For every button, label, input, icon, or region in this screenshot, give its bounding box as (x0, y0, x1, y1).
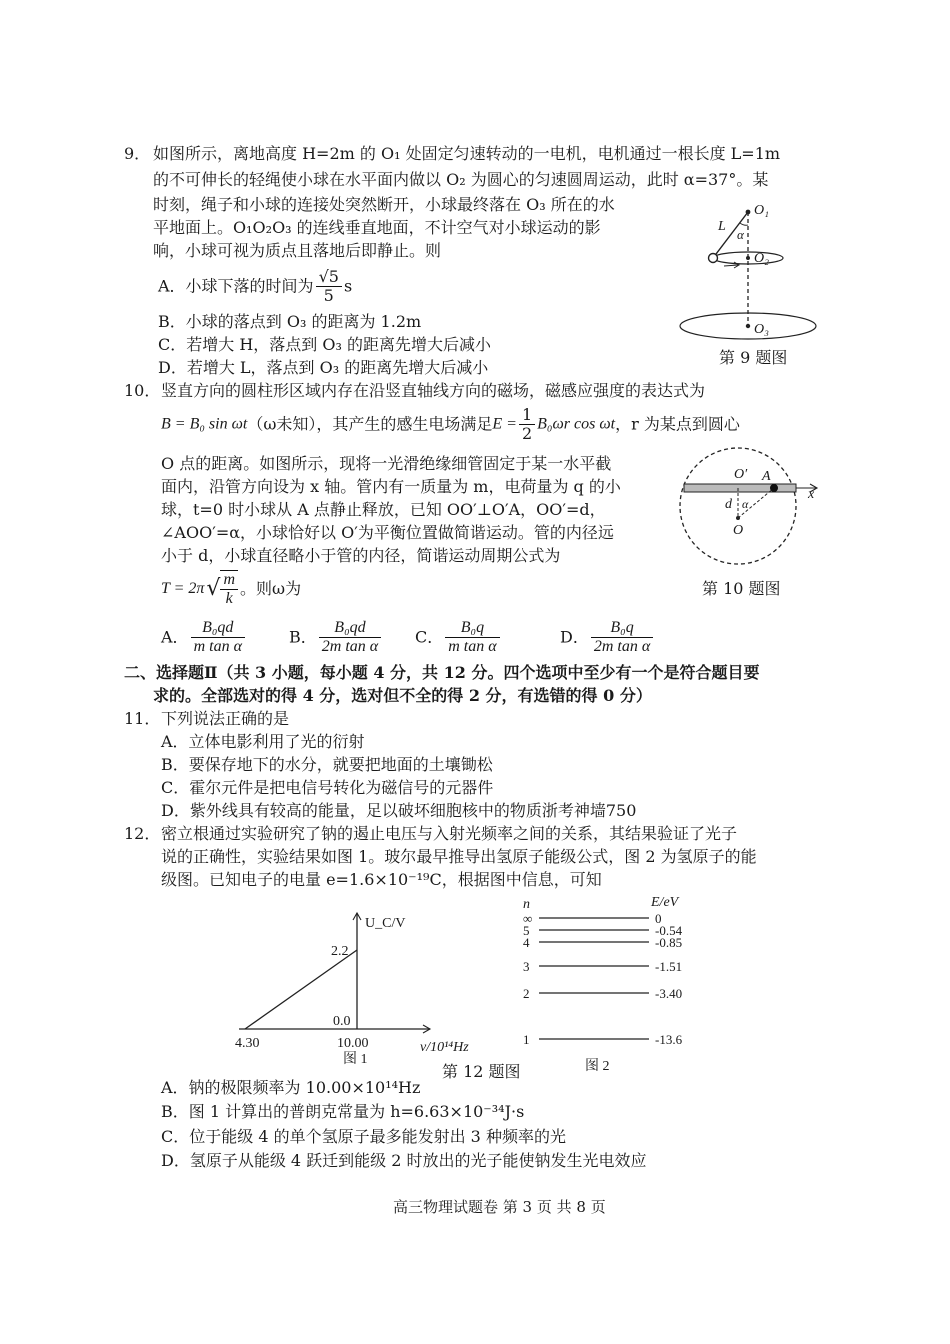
page-footer: 高三物理试题卷 第 3 页 共 8 页 (393, 1198, 606, 1216)
q10-formula-e-num: 1 (519, 406, 535, 425)
q10-label-d: d (725, 497, 732, 512)
q9-label-alpha: α (737, 227, 744, 242)
q9-label-l: L (718, 219, 726, 234)
q10-formula-b: B = B₀ sin ωt (161, 415, 248, 433)
q10-option-b-num: B₀qd (319, 619, 381, 638)
q10-option-c-num: B₀q (445, 619, 499, 638)
q10-option-c-label: C． (415, 627, 444, 647)
q11-option-c: C．霍尔元件是把电信号转化为磁信号的元器件 (161, 778, 494, 797)
q9-figure-caption: 第 9 题图 (719, 348, 788, 367)
q10-option-d-label: D． (560, 627, 589, 647)
q12-line3: 级图。已知电子的电量 e=1.6×10⁻¹⁹C，根据图中信息，可知 (161, 870, 602, 889)
q12-fig1-caption: 图 1 (343, 1052, 368, 1067)
q10-number: 10． (124, 381, 161, 400)
q12-fig1-xtick-right: 10.00 (337, 1036, 369, 1051)
q9-line3: 时刻，绳子和小球的连接处突然断开，小球最终落在 O₃ 所在的水 (153, 195, 615, 214)
q10-formula-e-prefix: E = (492, 415, 517, 433)
q10-figure-caption: 第 10 题图 (702, 579, 781, 598)
q9-ball (709, 254, 718, 263)
q10-line2-end: ，r 为某点到圆心 (615, 414, 740, 434)
section2-heading-line1: 二、选择题Ⅱ（共 3 小题，每小题 4 分，共 12 分。四个选项中至少有一个是符合题目要 (124, 663, 760, 682)
q12-fig2-level-n: ∞ (523, 911, 533, 926)
q10-label-x: x (808, 487, 815, 502)
q10-line1: 竖直方向的圆柱形区域内存在沿竖直轴线方向的磁场，磁感应强度的表达式为 (161, 381, 706, 400)
q12-fig2-e-header: E/eV (651, 895, 679, 910)
q9-option-d: D．若增大 L，落点到 O₃ 的距离先增大后减小 (158, 358, 489, 377)
q12-fig2-level-n: 2 (523, 986, 530, 1001)
q10-option-a-den: m tan α (193, 638, 242, 655)
q12-option-b: B．图 1 计算出的普朗克常量为 h=6.63×10⁻³⁴J·s (161, 1102, 525, 1121)
q10-option-a-num: B₀qd (191, 619, 245, 638)
q9-point-o3 (746, 324, 750, 328)
q9-point-o2 (746, 256, 750, 260)
q12-fig2-level-n: 3 (523, 959, 530, 974)
q10-tube (684, 484, 796, 492)
q12-figure-caption: 第 12 题图 (442, 1062, 521, 1081)
q11-stem: 下列说法正确的是 (161, 709, 290, 728)
q12-fig1-origin-label: 0.0 (333, 1014, 351, 1029)
q10-label-a: A (762, 469, 771, 484)
q12-option-a: A．钠的极限频率为 10.00×10¹⁴Hz (161, 1078, 421, 1097)
q10-option-d (560, 619, 655, 656)
q10-label-alpha: α (742, 497, 749, 511)
q10-option-b-den: 2m tan α (321, 638, 379, 655)
q12-fig2-caption: 图 2 (585, 1059, 610, 1074)
q10-line8-end: 。则ω为 (240, 579, 302, 598)
q12-option-c: C．位于能级 4 的单个氢原子最多能发射出 3 种频率的光 (161, 1127, 566, 1146)
q12-fig2-levels (523, 911, 683, 1047)
q12-fig2-level-energy: -13.6 (655, 1032, 683, 1047)
q12-fig2-level-energy: -3.40 (655, 986, 683, 1001)
q11-option-d: D．紫外线具有较高的能量，足以破坏细胞核中的物质浙考神墙750 (161, 801, 637, 820)
q9-option-a (158, 268, 352, 305)
q9-option-a-num: √5 (316, 268, 342, 287)
q10-option-c (415, 619, 502, 656)
q9-label-o3: O₃ (754, 322, 769, 337)
q9-option-c: C．若增大 H，落点到 O₃ 的距离先增大后减小 (158, 335, 491, 354)
q12-option-d: D．氢原子从能级 4 跃迁到能级 2 时放出的光子能使钠发生光电效应 (161, 1151, 647, 1170)
q9-label-o1: O₁ (754, 203, 769, 218)
q12-fig2-level-energy: -1.51 (655, 959, 683, 974)
q12-fig1-ytick: 2.2 (331, 944, 349, 959)
q9-angle-arc (740, 223, 748, 225)
q12-fig2-n-header: n (523, 897, 530, 912)
q10-option-d-num: B₀q (591, 619, 653, 638)
q10-formula-t-prefix: T = 2π (161, 580, 205, 597)
q9-point-o1 (746, 210, 751, 215)
q12-fig2-level-energy: -0.54 (655, 923, 683, 938)
q10-ball (770, 484, 778, 492)
q10-option-b-label: B． (289, 627, 317, 647)
q9-option-a-unit: s (343, 276, 353, 296)
q10-option-a (161, 619, 247, 656)
q11-option-a: A．立体电影利用了光的衍射 (161, 732, 365, 751)
q10-formula-t-den: k (225, 590, 233, 607)
q12-fig2-level-n: 4 (523, 935, 530, 950)
q10-formula-e-suffix: B₀ωr cos ωt (537, 415, 616, 433)
q10-line4: 面内，沿管方向设为 x 轴。管内有一质量为 m，电荷量为 q 的小 (161, 477, 621, 496)
q12-figure1-chart (225, 905, 495, 1075)
q10-line8 (161, 570, 301, 608)
q9-option-b: B．小球的落点到 O₃ 的距离为 1.2m (158, 312, 422, 331)
q10-option-d-den: 2m tan α (593, 638, 651, 655)
q12-fig1-xlabel: ν/10¹⁴Hz (420, 1040, 469, 1055)
q12-fig2-level-n: 5 (523, 923, 530, 938)
q10-line7: 小于 d，小球直径略小于管的内径，简谐运动周期公式为 (161, 546, 561, 565)
q10-line2-mid: （ω未知），其产生的感生电场满足 (247, 414, 493, 434)
q11-option-b: B．要保存地下的水分，就要把地面的土壤锄松 (161, 755, 493, 774)
q10-line6: ∠AOO′=α，小球恰好以 O′为平衡位置做简谐运动。管的内径远 (161, 523, 614, 542)
q9-option-a-text: A．小球下落的时间为 (158, 276, 314, 296)
section2-heading-line2: 求的。全部选对的得 4 分，选对但不全的得 2 分，有选错的得 0 分） (153, 686, 652, 705)
q10-label-o: O (733, 523, 744, 538)
q10-option-c-den: m tan α (448, 638, 497, 655)
q10-line2 (161, 406, 740, 443)
q9-number: 9． (124, 144, 151, 163)
q12-fig2-level-energy: 0 (655, 911, 662, 926)
q9-option-a-den: 5 (323, 286, 334, 305)
q10-line5: 球，t=0 时小球从 A 点静止释放，已知 OO′⊥O′A，OO′=d， (161, 500, 606, 519)
q12-number: 12． (124, 824, 161, 843)
q10-formula-e-den: 2 (521, 424, 533, 443)
q9-rotation-arrow (724, 265, 738, 266)
q12-figure2-energy-levels (515, 892, 705, 1082)
q9-line1: 如图所示，离地高度 H=2m 的 O₁ 处固定匀速转动的一电机，电机通过一根长度 L=1m (153, 144, 781, 163)
q12-fig1-xtick-left: 4.30 (235, 1036, 260, 1051)
q10-option-b (289, 619, 383, 656)
q12-line2: 说的正确性，实验结果如图 1。玻尔最早推导出氢原子能级公式，图 2 为氢原子的能 (161, 847, 757, 866)
q10-label-o-prime: O′ (734, 467, 748, 482)
q10-formula-t-num: m (220, 571, 238, 590)
q12-fig2-level-energy: -0.85 (655, 935, 683, 950)
q9-line4: 平地面上。O₁O₂O₃ 的连线垂直地面，不计空气对小球运动的影 (153, 218, 601, 237)
q9-figure (670, 192, 840, 372)
q12-line1: 密立根通过实验研究了钠的遏止电压与入射光频率之间的关系，其结果验证了光子 (161, 824, 738, 843)
q10-option-a-label: A． (161, 627, 189, 647)
q11-number: 11． (124, 709, 161, 728)
q9-line5: 响，小球可视为质点且落地后即静止。则 (153, 241, 442, 260)
q10-line3: O 点的距离。如图所示，现将一光滑绝缘细管固定于某一水平截 (161, 454, 612, 473)
q10-point-o (736, 516, 740, 520)
q9-label-o2: O₂ (754, 251, 769, 266)
q12-fig2-level-n: 1 (523, 1032, 530, 1047)
q10-sqrt-sign: √ (206, 576, 221, 601)
q10-figure (676, 442, 826, 574)
q12-fig1-ylabel: U_C/V (365, 916, 406, 931)
q9-line2: 的不可伸长的轻绳使小球在水平面内做以 O₂ 为圆心的匀速圆周运动，此时 α=37°。某 (153, 170, 769, 189)
